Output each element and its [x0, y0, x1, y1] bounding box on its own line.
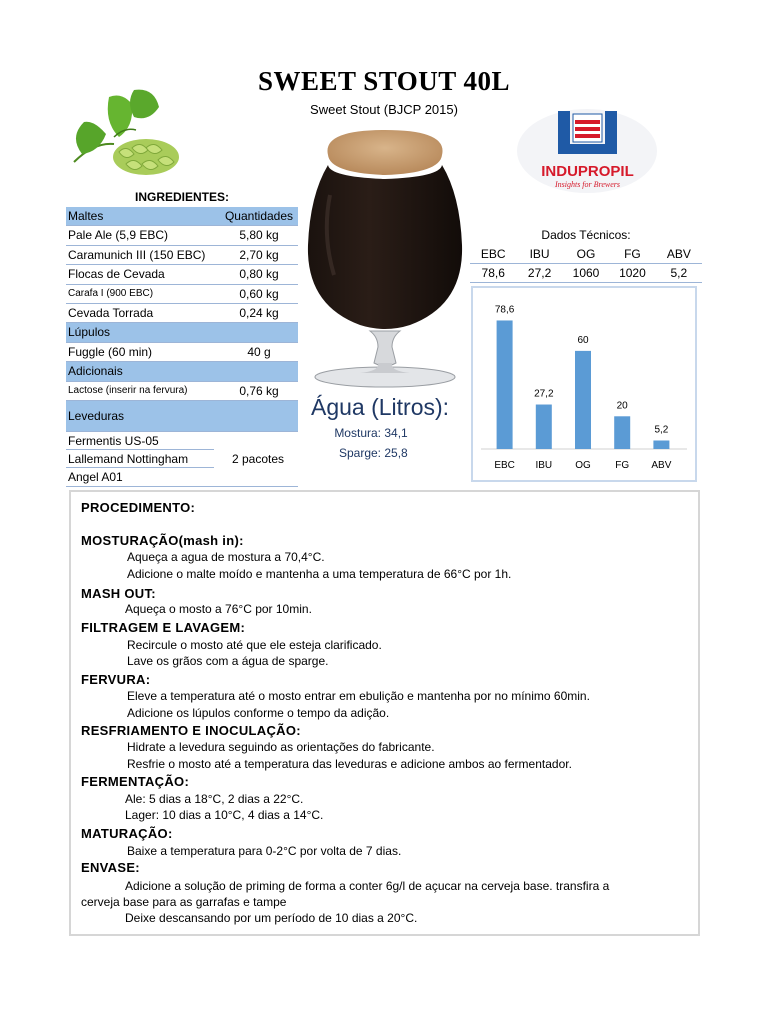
- hop-qty: 40 g: [247, 344, 271, 359]
- bar-fg: [614, 416, 630, 449]
- yeast-header-row: [66, 401, 298, 432]
- procedure-step-line: Ale: 5 dias a 18°C, 2 dias a 22°C.: [125, 792, 304, 806]
- recipe-style: Sweet Stout (BJCP 2015): [310, 102, 458, 117]
- bar-value-label: 27,2: [534, 388, 554, 400]
- brand-logo: [515, 106, 660, 196]
- technical-table: [470, 245, 702, 283]
- water-mash-row: [311, 426, 408, 440]
- mash-label: Mostura:: [334, 426, 381, 440]
- tech-header: EBC: [480, 247, 506, 261]
- yeast-name: Angel A01: [68, 469, 123, 484]
- yeast-name: Fermentis US-05: [68, 433, 159, 448]
- procedure-step-heading: ENVASE:: [81, 860, 140, 875]
- technical-header-row: [470, 245, 702, 264]
- technical-title: Dados Técnicos:: [541, 228, 631, 242]
- procedure-step-line: Hidrate a levedura seguindo as orientações do fabricante.: [127, 740, 435, 754]
- tech-value: 1020: [619, 266, 646, 280]
- procedure-step-line: Adicione o malte moído e mantenha a uma temperatura de 66°C por 1h.: [127, 567, 512, 581]
- tech-value: 27,2: [527, 266, 552, 280]
- x-tick-label: IBU: [535, 460, 553, 471]
- bar-chart: [473, 288, 695, 480]
- procedure-step-line: Adicione a solução de priming de forma a conter 6g/l de açucar na cerveja base. transfira a: [125, 879, 610, 893]
- malt-qty: 0,60 kg: [239, 286, 279, 301]
- brand-name: INDUPROPIL: [541, 163, 634, 180]
- procedure-step-line: Recircule o mosto até que ele esteja clarificado.: [127, 638, 382, 652]
- hop-cone-icon: [64, 82, 184, 187]
- table-row: [66, 285, 298, 304]
- tech-header: ABV: [666, 247, 691, 261]
- procedure-step-line: Aqueça a agua de mostura a 70,4°C.: [127, 550, 325, 564]
- procedure-step-line: Lave os grãos com a água de sparge.: [127, 654, 329, 668]
- bar-value-label: 78,6: [494, 304, 515, 316]
- additions-header: Adicionais: [68, 364, 123, 379]
- tech-value: 5,2: [670, 266, 688, 280]
- sparge-label: Sparge:: [338, 446, 381, 460]
- x-tick-label: FG: [615, 460, 630, 471]
- procedure-step-heading: FERVURA:: [81, 672, 151, 687]
- ingredients-table: [66, 190, 298, 487]
- table-row: [66, 265, 298, 284]
- quantities-header: Quantidades: [224, 209, 294, 223]
- malt-name: Cevada Torrada: [68, 305, 154, 320]
- yeast-header: Leveduras: [68, 408, 125, 423]
- divider: [66, 467, 214, 468]
- procedure-step-line: Adicione os lúpulos conforme o tempo da adição.: [127, 706, 390, 720]
- malts-header: Maltes: [68, 209, 104, 223]
- procedure-step-heading: MASH OUT:: [81, 586, 156, 601]
- malt-qty: 2,70 kg: [239, 247, 279, 262]
- malt-qty: 5,80 kg: [239, 228, 279, 243]
- malt-name: Flocas de Cevada: [68, 267, 165, 282]
- technical-value-row: [470, 264, 702, 283]
- procedure-step-heading: FERMENTAÇÃO:: [81, 774, 190, 789]
- tech-value: 78,6: [481, 266, 505, 280]
- yeast-block: [66, 432, 298, 487]
- table-row: [66, 382, 298, 401]
- bar-og: [575, 351, 591, 449]
- water-title: Água (Litros):: [311, 394, 450, 420]
- procedure-box: [69, 490, 700, 936]
- brand-tagline: Insights for Brewers: [554, 180, 621, 189]
- water-sparge-row: [311, 446, 408, 460]
- recipe-title: SWEET STOUT 40L: [257, 66, 511, 96]
- additions-header-row: [66, 362, 298, 381]
- hop-name: Fuggle (60 min): [68, 344, 153, 359]
- divider: [66, 449, 214, 450]
- tech-header: IBU: [529, 247, 550, 261]
- tech-header: OG: [576, 247, 596, 261]
- bar-abv: [653, 440, 669, 449]
- addition-qty: 0,76 kg: [239, 383, 279, 398]
- hops-header: Lúpulos: [68, 325, 111, 340]
- yeast-qty: 2 pacotes: [231, 451, 285, 466]
- malt-qty: 0,80 kg: [239, 267, 279, 282]
- procedure-title: PROCEDIMENTO:: [81, 500, 196, 515]
- x-tick-label: OG: [575, 460, 591, 471]
- bar-ibu: [536, 405, 552, 449]
- bar-value-label: 20: [616, 400, 628, 412]
- procedure-step-line: Aqueça o mosto a 76°C por 10min.: [125, 602, 312, 616]
- malt-name: Carafa I (900 EBC): [68, 287, 154, 299]
- malt-name: Caramunich III (150 EBC): [68, 247, 206, 262]
- bar-value-label: 5,2: [654, 424, 669, 436]
- procedure-step-line: Resfrie o mosto até a temperatura das leveduras e adicione ambos ao fermentador.: [127, 757, 572, 771]
- malt-name: Pale Ale (5,9 EBC): [68, 228, 169, 243]
- bar-value-label: 60: [577, 334, 589, 346]
- x-tick-label: EBC: [494, 460, 515, 471]
- procedure-step-line: Baixe a temperatura para 0-2°C por volta de 7 dias.: [127, 844, 402, 858]
- table-row: [66, 226, 298, 245]
- malt-qty: 0,24 kg: [239, 305, 279, 320]
- mash-value: 34,1: [384, 426, 408, 440]
- table-row: [66, 304, 298, 323]
- procedure-step-heading: RESFRIAMENTO E INOCULAÇÃO:: [81, 723, 301, 738]
- technical-chart: [471, 286, 697, 482]
- procedure-step-line: Deixe descansando por um período de 10 dias a 20°C.: [125, 911, 418, 925]
- procedure-step-line: Eleve a temperatura até o mosto entrar em ebulição e mantenha por no mínimo 60min.: [127, 689, 590, 703]
- tech-value: 1060: [572, 266, 600, 280]
- procedure-step-line: Lager: 10 dias a 10°C, 4 dias a 14°C.: [125, 808, 324, 822]
- procedure-step-heading: FILTRAGEM E LAVAGEM:: [81, 620, 246, 635]
- beer-glass-illustration: [300, 125, 470, 390]
- procedure-step-line: cerveja base para as garrafas e tampe: [81, 895, 287, 909]
- yeast-name: Lallemand Nottingham: [68, 451, 189, 466]
- table-row: [66, 246, 298, 265]
- x-tick-label: ABV: [651, 460, 672, 471]
- sparge-value: 25,8: [384, 446, 408, 460]
- ingredients-heading: INGREDIENTES:: [134, 190, 229, 204]
- malts-header-row: [66, 207, 298, 226]
- procedure-step-heading: MATURAÇÃO:: [81, 826, 173, 841]
- tech-header: FG: [624, 247, 641, 261]
- hops-header-row: [66, 323, 298, 342]
- addition-name: Lactose (inserir na fervura): [68, 384, 188, 396]
- table-row: [66, 343, 298, 362]
- bar-ebc: [497, 320, 513, 449]
- procedure-step-heading: MOSTURAÇÃO(mash in):: [81, 533, 244, 548]
